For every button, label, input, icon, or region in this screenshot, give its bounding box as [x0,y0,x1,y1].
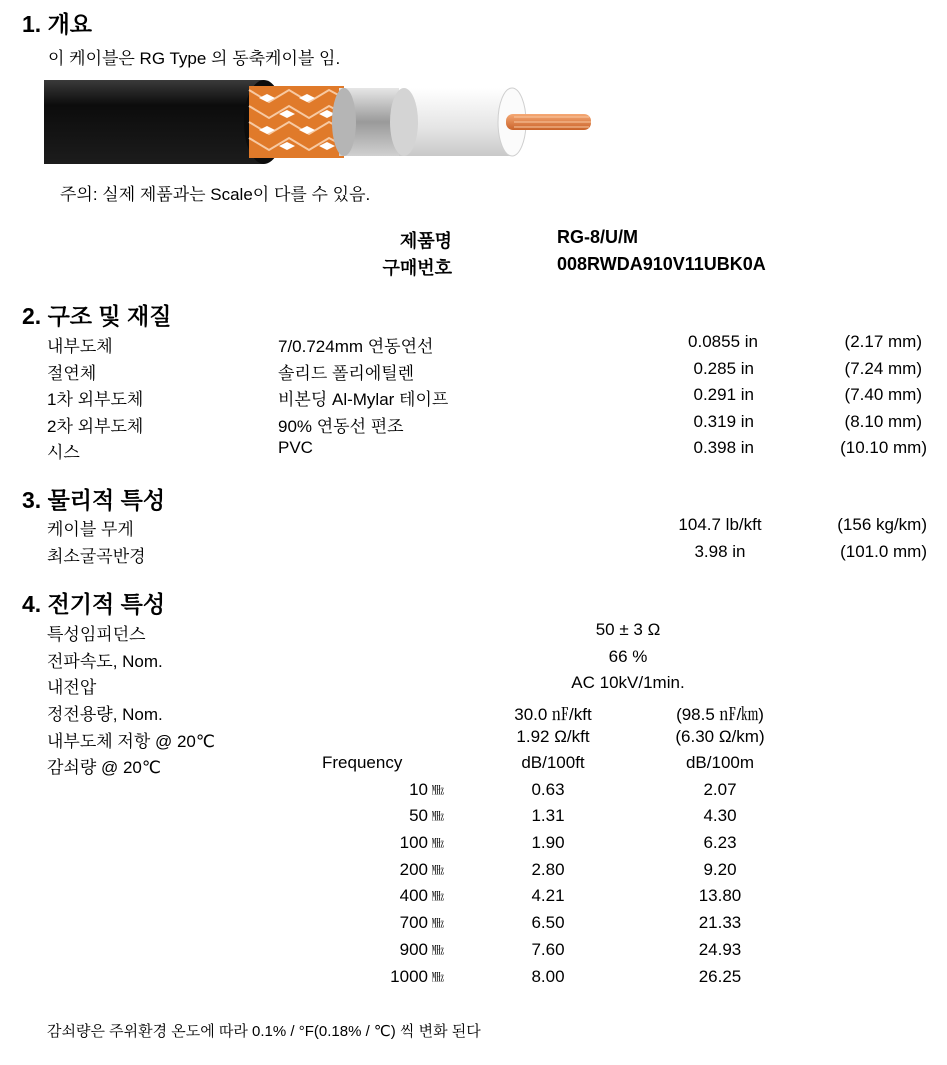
product-name-label: 제품명 [399,231,452,251]
db-per-100m-value: 24.93 [698,940,742,959]
capacitance-metric: (98.5 ㎋/㎞) [676,705,764,724]
resistance-value: 1.92 Ω/kft [516,727,590,746]
mhz-unit: ㎒ [432,809,445,823]
physical-weight-label: 케이블 무게 [47,520,134,539]
structure-row-mm: (7.40 mm) [844,385,922,404]
db-per-100ft-value: 1.90 [531,833,565,852]
frequency-header: Frequency [322,753,403,772]
structure-row-name: 내부도체 [47,337,113,356]
structure-row-inch: 0.319 in [693,412,754,431]
mhz-unit: ㎒ [432,863,445,877]
structure-row-mm: (2.17 mm) [844,332,922,351]
resistance-label: 내부도체 저항 @ 20℃ [47,732,215,751]
structure-row-name: 1차 외부도체 [47,390,144,409]
mhz-unit: ㎒ [432,783,445,797]
db-per-100ft-header: dB/100ft [521,753,585,772]
impedance-label: 특성임피던스 [47,625,146,644]
voltage-value: AC 10kV/1min. [571,673,685,692]
frequency-value: 700 [399,913,428,932]
capacitance-value: 30.0 ㎋/kft [514,705,592,724]
mhz-unit: ㎒ [432,836,445,850]
structure-row-name: 절연체 [47,364,97,383]
frequency-value: 10 [409,780,428,799]
db-per-100ft-value: 0.63 [531,780,565,799]
attenuation-footnote: 감쇠량은 주위환경 온도에 따라 0.1% / °F(0.18% / ℃) 씩 변화 된다 [47,1023,481,1040]
section-heading-electrical: 4. 전기적 특성 [22,591,166,617]
physical-bend-radius-value: 3.98 in [694,542,746,561]
resistance-metric: (6.30 Ω/km) [675,727,765,746]
part-number-value: 008RWDA910V11UBK0A [557,254,766,274]
velocity-value: 66 % [608,647,648,666]
section-heading-physical: 3. 물리적 특성 [22,487,166,513]
mhz-unit: ㎒ [432,970,445,984]
db-per-100m-value: 13.80 [698,886,742,905]
structure-row-material: 솔리드 폴리에틸렌 [278,364,415,383]
frequency-value: 200 [399,860,428,879]
structure-row-inch: 0.285 in [693,359,754,378]
structure-row-material: 비본딩 Al-Mylar 테이프 [278,390,449,409]
db-per-100m-value: 2.07 [703,780,737,799]
structure-row-inch: 0.0855 in [688,332,758,351]
db-per-100ft-value: 8.00 [531,967,565,986]
jacket-layer [44,80,264,164]
capacitance-label: 정전용량, Nom. [47,705,163,724]
structure-row-inch: 0.291 in [693,385,754,404]
structure-row-material: PVC [278,438,313,457]
structure-row-mm: (8.10 mm) [844,412,922,431]
structure-row-inch: 0.398 in [693,438,754,457]
db-per-100ft-value: 7.60 [531,940,565,959]
mhz-unit: ㎒ [432,916,445,930]
db-per-100m-value: 6.23 [703,833,737,852]
frequency-value: 400 [399,886,428,905]
section-heading-overview: 1. 개요 [22,11,93,37]
impedance-value: 50 ± 3 Ω [595,620,661,639]
mhz-unit: ㎒ [432,889,445,903]
frequency-value: 1000 [390,967,428,986]
db-per-100m-value: 4.30 [703,806,737,825]
frequency-value: 900 [399,940,428,959]
frequency-value: 100 [399,833,428,852]
frequency-value: 50 [409,806,428,825]
scale-note: 주의: 실제 제품과는 Scale이 다를 수 있음. [60,185,371,204]
section-heading-structure: 2. 구조 및 재질 [22,303,172,329]
physical-bend-radius-metric: (101.0 mm) [840,542,927,561]
structure-row-mm: (10.10 mm) [840,438,927,457]
mhz-unit: ㎒ [432,943,445,957]
db-per-100ft-value: 4.21 [531,886,565,905]
physical-weight-metric: (156 kg/km) [837,515,927,534]
structure-row-name: 2차 외부도체 [47,417,144,436]
structure-row-mm: (7.24 mm) [844,359,922,378]
voltage-label: 내전압 [47,678,97,697]
physical-bend-radius-label: 최소굴곡반경 [47,547,146,566]
db-per-100m-header: dB/100m [685,753,755,772]
cable-cross-section-illustration [44,78,604,168]
structure-row-name: 시스 [47,443,80,462]
physical-weight-value: 104.7 lb/kft [678,515,762,534]
db-per-100m-value: 9.20 [703,860,737,879]
velocity-label: 전파속도, Nom. [47,652,163,671]
product-name-value: RG-8/U/M [557,227,638,247]
db-per-100m-value: 21.33 [698,913,742,932]
db-per-100ft-value: 1.31 [531,806,565,825]
structure-row-material: 90% 연동선 편조 [278,417,404,436]
attenuation-label: 감쇠량 @ 20℃ [47,758,161,777]
overview-description: 이 케이블은 RG Type 의 동축케이블 임. [48,49,341,68]
db-per-100m-value: 26.25 [698,967,742,986]
db-per-100ft-value: 6.50 [531,913,565,932]
structure-row-material: 7/0.724mm 연동연선 [278,337,434,356]
part-number-label: 구매번호 [382,258,452,278]
db-per-100ft-value: 2.80 [531,860,565,879]
